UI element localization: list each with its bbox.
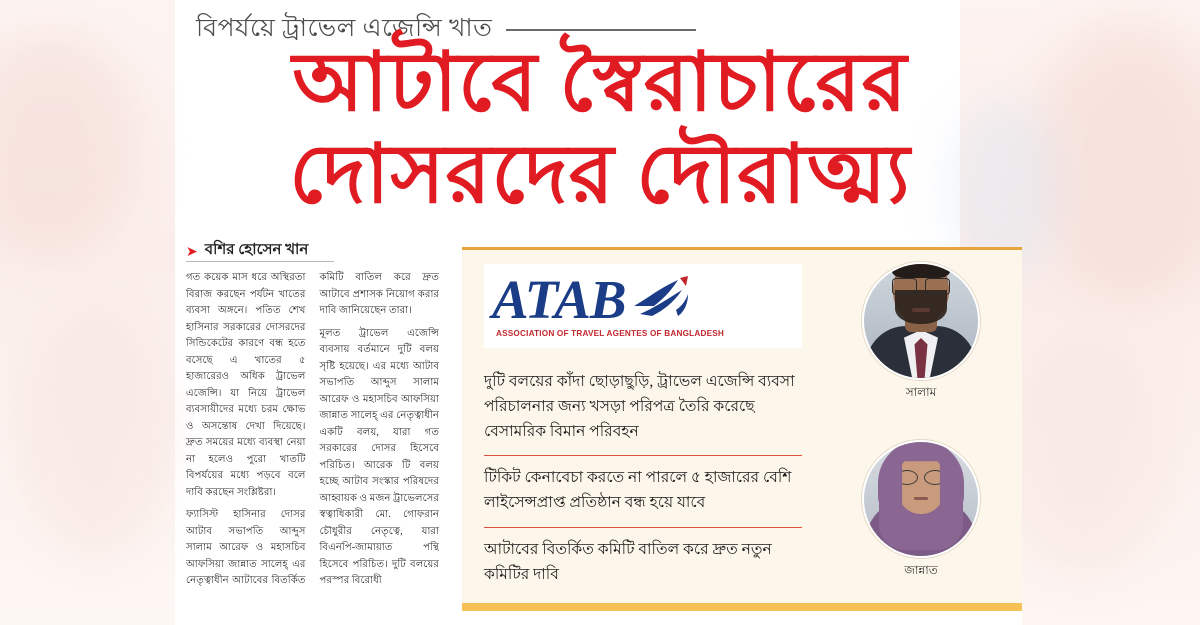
info-panel: [462, 247, 1022, 625]
kicker-rule: [506, 29, 696, 31]
highlight-list: [484, 360, 802, 598]
bird-logo-icon: [630, 276, 692, 326]
byline: [186, 238, 436, 263]
avatar: [862, 262, 980, 380]
panel-bottom-strip-inner: [462, 611, 1022, 625]
article-paragraph: মূলত ট্রাভেল এজেন্সি ব্যবসায় বর্তমানে দুটি বলয় সৃষ্টি হয়েছে। এর মধ্যে আটাব সভাপতি আব্দুস সালাম আরেফ ও মহাসচিব আফসিয়া জান্নাত সালেহ্‌ এর নেতৃত্বাধীন একটি বলয়, যারা গত সরকারের দোসর হিসেবে পরিচিত। আরেক টি বলয় হচ্ছে আটাব সংস্কার পরিষদের আহ্বায়ক ও মজন ট্রাভেলসের স্বত্বাধিকারী মো. গোফরান চৌধুরীর নেতৃত্বে, যারা বিএনপি-জামায়াত পন্থি হিসেবে পরিচিত। দুটি বলয়ের পরস্পর বিরোধী: [319, 327, 439, 587]
background-blob: [1000, 330, 1170, 580]
atab-logo-subtitle: ASSOCIATION OF TRAVEL AGENTES OF BANGLADESH: [496, 328, 725, 338]
article-paragraph: ফ্যাসিস্ট হাসিনার দোসর আটাব সভাপতি আব্দুস সালাম আরেফ ও মহাসচিব আফসিয়া জান্নাত সালেহ্‌ এর নেতৃত্বাধীন আটাবের বিতর্কিত কমিটি বাতিল করে দ্রুত আটাবে প্রশাসক নিয়োগ করার দাবি জানিয়েছেন তারা।: [186, 272, 439, 587]
byline-divider: [186, 261, 334, 262]
article-body: [186, 270, 439, 620]
atab-logo: [484, 264, 802, 348]
portrait-jannat: [860, 440, 982, 582]
list-item: টিকিট কেনাবেচা করতে না পারলে ৫ হাজারের বেশি লাইসেন্সপ্রাপ্ত প্রতিষ্ঠান বন্ধ হয়ে যাবে: [484, 456, 802, 527]
portrait-caption: জান্নাত: [904, 563, 938, 577]
list-item: আটাবের বিতর্কিত কমিটি বাতিল করে দ্রুত নতুন কমিটির দাবি: [484, 540, 772, 583]
headline-line-1: আটাবে স্বৈরাচারের: [292, 37, 908, 128]
portrait-caption: সালাম: [905, 385, 937, 399]
article-paragraph: গত কয়েক মাস ধরে অস্থিরতা বিরাজ করছেন পর্যটন খাতের ব্যবসা অঙ্গনে। পতিত শেখ হাসিনার সরকারের দোসরদের সিন্ডিকেটের কারণে বন্ধ হতে বসেছে এ খাতের ৫ হাজারেরও অধিক ট্রাভেল এজেন্সি। যা নিয়ে ট্রাভেল ব্যবসায়ীদের মধ্যে চরম ক্ষোভ ও অসন্তোষ দেখা দিয়েছে। দ্রুত সময়ের মধ্যে ব্যবস্থা নেয়া না হলেও পুরো খাতটি বিপর্যয়ের মধ্যে পড়বে বলে দাবি করছেন সংশ্লিষ্টরা।: [186, 272, 306, 498]
headline-line-2: দোসরদের দৌরাত্ম্য: [289, 129, 911, 220]
background-blob: [20, 300, 170, 560]
portrait-salam: [860, 262, 982, 404]
kicker-text: বিপর্যয়ে ট্রাভেল এজেন্সি খাত: [196, 15, 493, 42]
avatar: [862, 440, 980, 558]
page-title: [180, 37, 1020, 220]
arrow-icon: ➤: [186, 242, 198, 259]
byline-author: বশির হোসেন খান: [204, 242, 309, 258]
list-item: দুটি বলয়ের কাঁদা ছোড়াছুড়ি, ট্রাভেল এজেন্সি ব্যবসা পরিচালনার জন্য খসড়া পরিপত্র তৈরি করেছে বেসামরিক বিমান পরিবহন: [484, 360, 802, 456]
atab-logo-wordmark: ATAB: [492, 269, 626, 331]
